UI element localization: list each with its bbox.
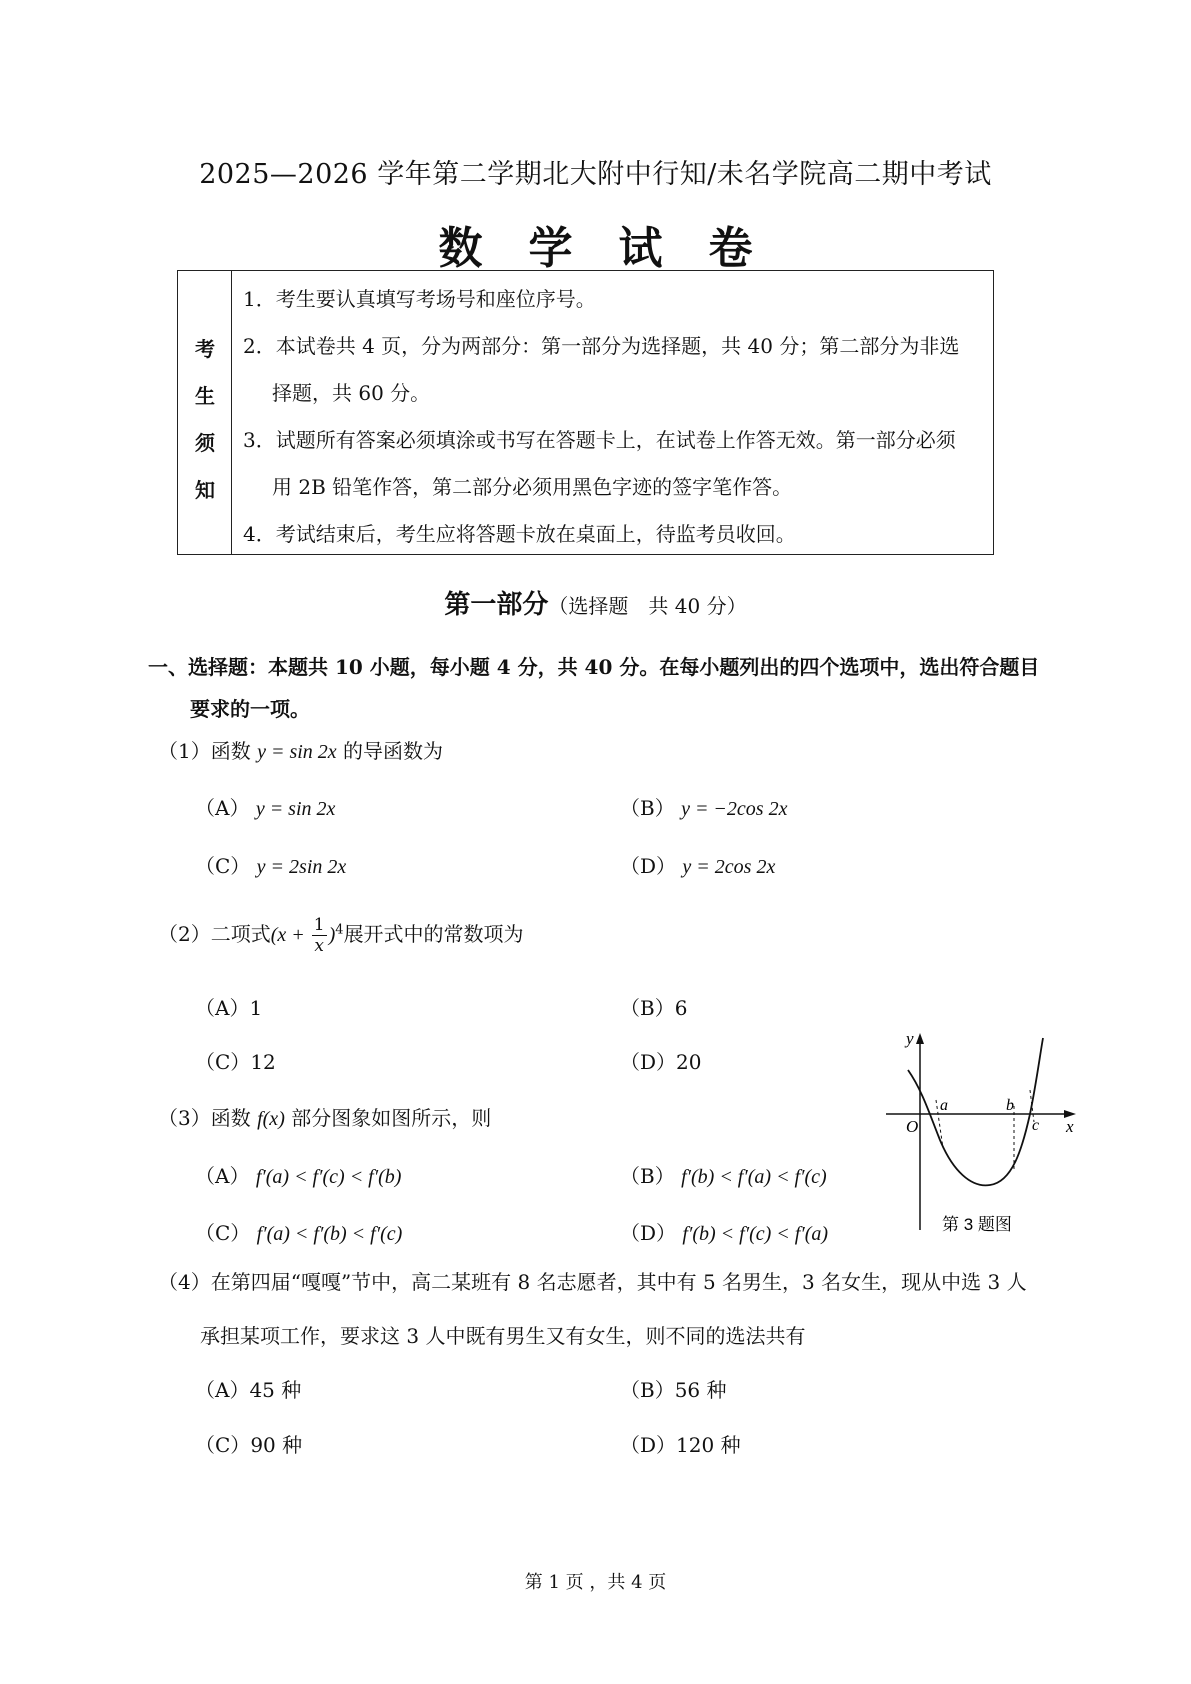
option-b xyxy=(620,792,787,821)
option-text: f′(b) < f′(c) < f′(a) xyxy=(682,1223,829,1245)
exponent: 4 xyxy=(335,922,344,938)
option-label: （A） xyxy=(195,1378,250,1402)
option-d xyxy=(620,1429,741,1458)
q3-function-graph xyxy=(880,1030,1080,1240)
notice-label-char: 考 xyxy=(195,337,215,361)
option-text: y = sin 2x xyxy=(255,798,336,820)
question-3 xyxy=(158,1102,491,1131)
option-label: （D） xyxy=(620,1221,677,1245)
option-text: f′(b) < f′(a) < f′(c) xyxy=(681,1166,827,1188)
notice-item: 3．试题所有答案必须填涂或书写在答题卡上，在试卷上作答无效。第一部分必须 xyxy=(243,428,956,452)
section-title-main: 第一部分 xyxy=(444,590,549,620)
notice-item: 2．本试卷共 4 页，分为两部分：第一部分为选择题，共 40 分；第二部分为非选 xyxy=(243,334,960,358)
option-label: （D） xyxy=(620,854,677,878)
y-axis-arrow xyxy=(916,1033,924,1044)
option-label: （B） xyxy=(620,996,675,1020)
notice-item: 1．考生要认真填写考场号和座位序号。 xyxy=(243,287,596,311)
notice-label-column xyxy=(178,271,232,554)
option-label: （B） xyxy=(620,1164,675,1188)
notice-box xyxy=(177,270,994,555)
point-c-label: c xyxy=(1032,1117,1040,1134)
notice-label-char: 生 xyxy=(195,384,215,408)
question-text: 部分图象如图所示，则 xyxy=(284,1106,492,1130)
section-title xyxy=(0,584,1191,621)
option-text: 1 xyxy=(249,996,263,1020)
option-label: （C） xyxy=(195,854,251,878)
origin-label: O xyxy=(906,1117,919,1136)
option-label: （D） xyxy=(620,1050,677,1074)
option-text: y = 2cos 2x xyxy=(682,856,776,878)
question-text: 函数 xyxy=(210,739,258,763)
option-text: y = −2cos 2x xyxy=(681,798,788,820)
option-text: 6 xyxy=(674,996,688,1020)
option-b xyxy=(620,1160,827,1189)
fraction-denominator: x xyxy=(314,936,324,956)
option-c xyxy=(195,1217,402,1246)
question-math: ) xyxy=(328,924,336,946)
option-label: （A） xyxy=(195,796,250,820)
option-label: （A） xyxy=(195,996,250,1020)
point-b-label: b xyxy=(1006,1097,1014,1114)
option-c xyxy=(195,1046,276,1075)
question-math: (x + xyxy=(270,924,310,946)
page-footer: 第 1 页 ，共 4 页 xyxy=(524,1572,667,1593)
option-c xyxy=(195,850,346,879)
option-label: （A） xyxy=(195,1164,250,1188)
question-math: y = sin 2x xyxy=(257,741,337,763)
question-text: 展开式中的常数项为 xyxy=(343,922,524,946)
notice-label-char: 须 xyxy=(195,431,215,455)
question-number: （1） xyxy=(158,739,211,763)
fraction-numerator: 1 xyxy=(313,915,325,935)
option-c xyxy=(195,1429,302,1458)
option-text: 56 种 xyxy=(674,1378,727,1402)
fraction xyxy=(312,915,327,956)
option-label: （D） xyxy=(620,1433,677,1457)
option-label: （B） xyxy=(620,1378,675,1402)
question-text: 的导函数为 xyxy=(336,739,444,763)
question-2 xyxy=(158,915,524,956)
question-number: （3） xyxy=(158,1106,211,1130)
option-a xyxy=(195,992,262,1021)
option-d xyxy=(620,1046,702,1075)
section-subtitle: （选择题 共 40 分） xyxy=(548,594,747,618)
notice-item-continued: 择题，共 60 分。 xyxy=(272,381,431,405)
question-text: 函数 xyxy=(210,1106,258,1130)
question-math: f(x) xyxy=(257,1108,285,1130)
option-b xyxy=(620,992,687,1021)
question-4-continued: 承担某项工作，要求这 3 人中既有男生又有女生，则不同的选法共有 xyxy=(200,1324,806,1348)
option-text: f′(a) < f′(c) < f′(b) xyxy=(255,1166,402,1188)
option-text: f′(a) < f′(b) < f′(c) xyxy=(256,1223,403,1245)
x-axis-label: x xyxy=(1066,1117,1074,1136)
subject-title: 数学试卷 xyxy=(438,223,799,274)
function-curve xyxy=(908,1038,1043,1185)
question-number: （2） xyxy=(158,922,211,946)
figure-caption: 第 3 题图 xyxy=(942,1215,1012,1234)
option-text: 90 种 xyxy=(250,1433,303,1457)
option-a xyxy=(195,792,335,821)
question-4 xyxy=(158,1266,1027,1295)
point-a-label: a xyxy=(940,1097,948,1114)
option-text: y = 2sin 2x xyxy=(256,856,347,878)
option-b xyxy=(620,1374,727,1403)
option-a xyxy=(195,1374,301,1403)
instruction-line: 要求的一项。 xyxy=(190,697,310,721)
notice-label-char: 知 xyxy=(195,478,215,502)
instruction-line: 一、选择题：本题共 10 小题，每小题 4 分，共 40 分。在每小题列出的四个选项中，选出符合题目 xyxy=(148,655,1040,679)
option-label: （C） xyxy=(195,1221,251,1245)
option-text: 45 种 xyxy=(249,1378,302,1402)
exam-header-title: 2025—2026 学年第二学期北大附中行知/未名学院高二期中考试 xyxy=(199,159,992,190)
option-text: 12 xyxy=(250,1050,276,1074)
question-1 xyxy=(158,735,443,764)
option-text: 20 xyxy=(676,1050,702,1074)
option-a xyxy=(195,1160,401,1189)
option-label: （C） xyxy=(195,1433,251,1457)
question-text: 在第四届“嘎嘎”节中，高二某班有 8 名志愿者，其中有 5 名男生，3 名女生，现从中选 3 人 xyxy=(210,1270,1027,1294)
question-text: 二项式 xyxy=(210,922,271,946)
option-d xyxy=(620,1217,828,1246)
option-text: 120 种 xyxy=(676,1433,741,1457)
option-label: （B） xyxy=(620,796,675,820)
option-d xyxy=(620,850,775,879)
question-number: （4） xyxy=(158,1270,211,1294)
y-axis-label: y xyxy=(906,1030,914,1048)
option-label: （C） xyxy=(195,1050,251,1074)
notice-item-continued: 用 2B 铅笔作答，第二部分必须用黑色字迹的签字笔作答。 xyxy=(272,475,793,499)
notice-item: 4．考试结束后，考生应将答题卡放在桌面上，待监考员收回。 xyxy=(243,522,796,546)
